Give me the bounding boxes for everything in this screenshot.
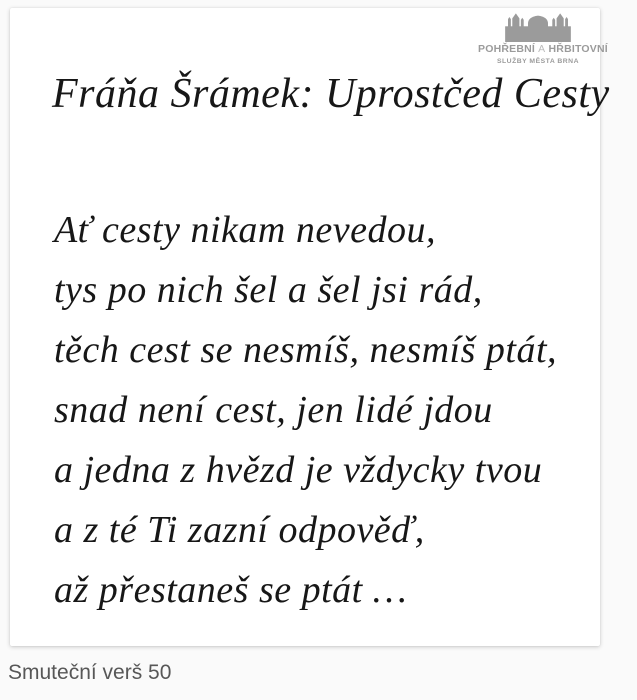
caption: Smuteční verš 50 xyxy=(8,661,172,684)
logo-text-line1 xyxy=(478,43,608,56)
logo-word-hrbitovni: HŘBITOVNÍ xyxy=(548,43,608,55)
poem-line-6: a z té Ti zazní odpověď, xyxy=(54,509,425,551)
logo-word-a: A xyxy=(538,43,546,55)
logo-text-line2: SLUŽBY MĚSTA BRNA xyxy=(496,57,579,65)
poem-line-2: tys po nich šel a šel jsi rád, xyxy=(54,269,483,311)
cathedral-icon xyxy=(502,12,574,42)
logo xyxy=(478,12,608,65)
poem-line-5: a jedna z hvězd je vždycky tvou xyxy=(54,449,543,491)
poem-line-7: až přestaneš se ptát … xyxy=(54,569,407,611)
poem-line-1: Ať cesty nikam nevedou, xyxy=(54,209,436,251)
logo-word-pohrebni: POHŘEBNÍ xyxy=(478,43,536,55)
poem-line-3: těch cest se nesmíš, nesmíš ptát, xyxy=(54,329,558,371)
poem-title: Fráňa Šrámek: Uprostčed Cesty xyxy=(52,71,610,117)
poem-body xyxy=(54,200,557,620)
poem-line-4: snad není cest, jen lidé jdou xyxy=(54,389,493,431)
poem-card xyxy=(10,8,610,646)
